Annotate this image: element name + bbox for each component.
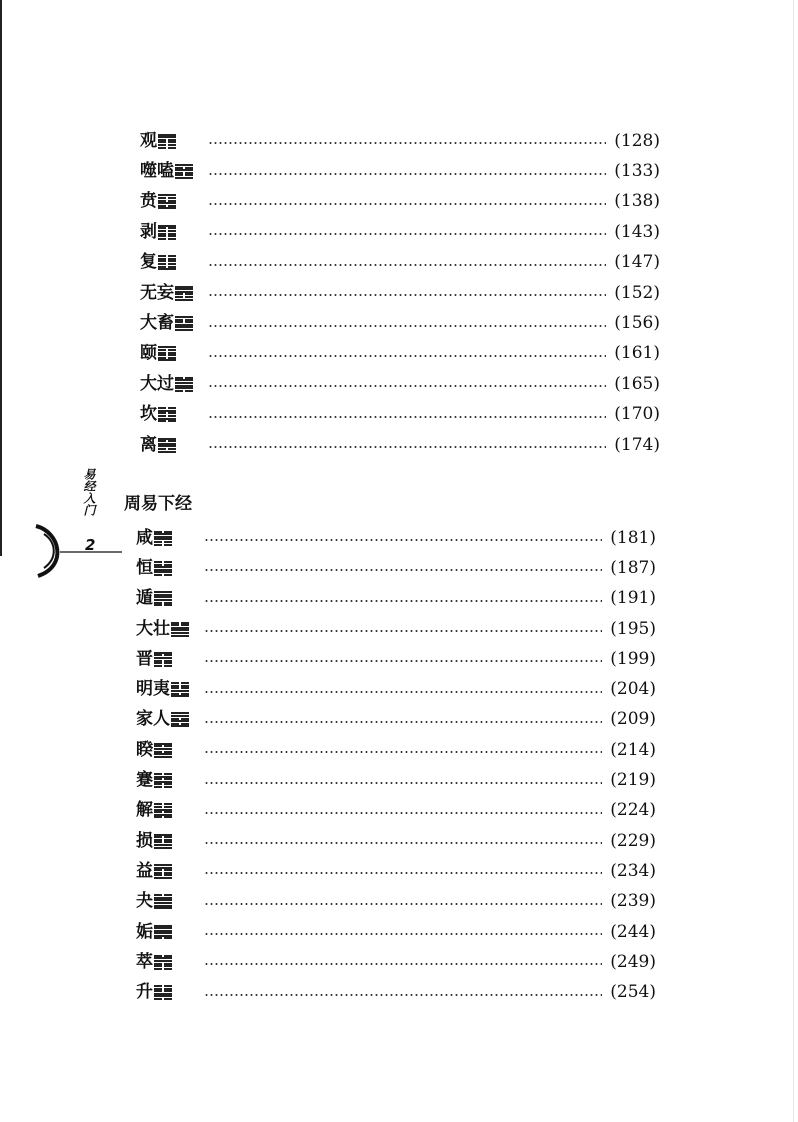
jin-hexagram-icon <box>154 652 172 667</box>
page-ref: (181) <box>610 527 656 548</box>
yang-line <box>154 877 172 879</box>
xie-hexagram-icon <box>154 803 172 818</box>
entry-head <box>136 802 194 819</box>
toc-row[interactable] <box>140 156 660 186</box>
yang-line <box>158 359 176 361</box>
page-ref: (138) <box>614 191 660 212</box>
page-ref: (195) <box>610 618 656 639</box>
yin-line <box>158 238 176 240</box>
leader-dots <box>208 294 606 296</box>
entry-name: 损 <box>136 830 153 851</box>
leader-dots <box>208 385 606 387</box>
guan-hexagram-icon <box>158 134 176 149</box>
entry-head <box>140 221 198 242</box>
entry-name: 剥 <box>140 221 157 242</box>
xian-hexagram-icon <box>154 531 172 546</box>
leader-dots <box>208 355 606 357</box>
leader-dots <box>204 630 602 632</box>
entry-head <box>136 557 194 578</box>
page-ref: (239) <box>610 891 656 912</box>
page-binding-edge <box>0 0 2 556</box>
entry-name: 益 <box>136 860 153 881</box>
jian-hexagram-icon <box>154 773 172 788</box>
toc-row[interactable] <box>136 796 656 826</box>
entry-head <box>140 315 198 332</box>
leader-dots <box>204 721 602 723</box>
leader-dots <box>204 569 602 571</box>
sheng-hexagram-icon <box>154 985 172 1000</box>
toc-row[interactable] <box>140 430 660 460</box>
jiaren-hexagram-icon <box>171 712 189 727</box>
page-ref: (249) <box>610 951 656 972</box>
entry-name: 夬 <box>136 891 153 912</box>
entry-head <box>140 373 198 394</box>
leader-dots <box>204 751 602 753</box>
yang-line <box>175 329 193 331</box>
yin-line <box>154 998 172 1000</box>
yang-line <box>158 268 176 270</box>
entry-head <box>136 772 194 789</box>
leader-dots <box>204 782 602 784</box>
toc-row[interactable] <box>136 947 656 977</box>
leader-dots <box>204 963 602 965</box>
page-ref: (254) <box>610 982 656 1003</box>
page-ref: (133) <box>614 161 660 182</box>
toc-row[interactable] <box>136 856 656 886</box>
heng-hexagram-icon <box>154 561 172 576</box>
entry-name: 恒 <box>136 557 153 578</box>
yang-line <box>158 207 176 209</box>
toc-row[interactable] <box>140 369 660 399</box>
yi2-hexagram-icon <box>154 864 172 879</box>
yi-hexagram-icon <box>158 346 176 361</box>
folio-ornament <box>30 522 126 578</box>
entry-head <box>136 860 194 881</box>
yin-line <box>175 390 193 392</box>
wuwang-hexagram-icon <box>175 286 193 301</box>
entry-name: 家人 <box>136 709 170 730</box>
toc-row[interactable] <box>140 339 660 369</box>
entry-head <box>136 648 194 669</box>
yang-line <box>175 177 193 179</box>
guai-hexagram-icon <box>154 894 172 909</box>
leader-dots <box>204 812 602 814</box>
fu-hexagram-icon <box>158 255 176 270</box>
entry-name: 大壮 <box>136 618 170 639</box>
toc-row[interactable] <box>136 644 656 674</box>
page-ref: (152) <box>614 282 660 303</box>
entry-name: 姤 <box>136 921 153 942</box>
entry-head <box>136 527 194 548</box>
entry-head <box>136 984 194 1001</box>
toc-row[interactable] <box>136 614 656 644</box>
toc-row[interactable] <box>136 887 656 917</box>
page-ref: (187) <box>610 557 656 578</box>
page-ref: (199) <box>610 648 656 669</box>
yin-line <box>154 574 172 576</box>
toc-row[interactable] <box>140 217 660 247</box>
yang-line <box>154 847 172 849</box>
entry-name: 观 <box>140 130 157 151</box>
entry-name: 坎 <box>140 404 157 425</box>
page-ref: (209) <box>610 709 656 730</box>
entry-name: 晋 <box>136 648 153 669</box>
leader-dots <box>204 600 602 602</box>
yin-line <box>154 937 172 939</box>
leader-dots <box>204 660 602 662</box>
entry-name: 离 <box>140 434 157 455</box>
cui-hexagram-icon <box>154 955 172 970</box>
yang-line <box>171 695 189 697</box>
toc-row[interactable] <box>140 278 660 308</box>
leader-dots <box>208 325 606 327</box>
leader-dots <box>208 233 606 235</box>
toc-row[interactable] <box>136 584 656 614</box>
entry-head <box>140 345 198 362</box>
folio-number: 2 <box>85 536 96 554</box>
yin-line <box>154 786 172 788</box>
page-ref: (204) <box>610 679 656 700</box>
page-ref: (229) <box>610 830 656 851</box>
page-ref: (170) <box>614 404 660 425</box>
yin-line <box>154 604 172 606</box>
toc-row[interactable] <box>140 126 660 156</box>
page-ref: (161) <box>614 343 660 364</box>
entry-name: 大过 <box>140 373 174 394</box>
leader-dots <box>208 203 606 205</box>
shihe-hexagram-icon <box>175 164 193 179</box>
yang-line <box>154 756 172 758</box>
yin-line <box>154 544 172 546</box>
running-head: 易经入门 <box>82 468 96 516</box>
kui-hexagram-icon <box>154 743 172 758</box>
page-ref: (224) <box>610 800 656 821</box>
bi-hexagram-icon <box>158 194 176 209</box>
daguo-hexagram-icon <box>175 377 193 392</box>
leader-dots <box>208 173 606 175</box>
page-ref: (165) <box>614 373 660 394</box>
bo-hexagram-icon <box>158 225 176 240</box>
entry-head <box>140 434 198 455</box>
entry-name: 颐 <box>140 343 157 364</box>
yin-line <box>158 420 176 422</box>
page-ref: (219) <box>610 770 656 791</box>
entry-head <box>140 163 198 180</box>
page-right-edge <box>793 0 794 1122</box>
entry-name: 无妄 <box>140 282 174 303</box>
page-ref: (128) <box>614 130 660 151</box>
leader-dots <box>208 142 606 144</box>
entry-name: 遁 <box>136 588 153 609</box>
yin-line <box>154 665 172 667</box>
toc-row[interactable] <box>140 308 660 338</box>
entry-name: 贲 <box>140 191 157 212</box>
section-title-lower-classic: 周易下经 <box>124 494 192 514</box>
page-ref: (234) <box>610 860 656 881</box>
entry-name: 解 <box>136 800 153 821</box>
sun-hexagram-icon <box>154 834 172 849</box>
toc-row[interactable] <box>136 553 656 583</box>
toc-row[interactable] <box>136 765 656 795</box>
gou-hexagram-icon <box>154 925 172 940</box>
entry-name: 蹇 <box>136 770 153 791</box>
entry-name: 咸 <box>136 527 153 548</box>
entry-name: 升 <box>136 982 153 1003</box>
entry-name: 睽 <box>136 739 153 760</box>
page-ref: (214) <box>610 739 656 760</box>
entry-head <box>136 921 194 942</box>
yang-line <box>158 451 176 453</box>
leader-dots <box>204 539 602 541</box>
entry-head <box>136 681 194 698</box>
toc-row[interactable] <box>140 187 660 217</box>
dazhuang-hexagram-icon <box>171 622 189 637</box>
leader-dots <box>208 446 606 448</box>
page-ref: (244) <box>610 921 656 942</box>
leader-dots <box>204 872 602 874</box>
entry-head <box>136 618 194 639</box>
page-ref: (143) <box>614 221 660 242</box>
leader-dots <box>204 994 602 996</box>
page-ref: (156) <box>614 313 660 334</box>
leader-dots <box>208 416 606 418</box>
mingyi-hexagram-icon <box>171 682 189 697</box>
entry-head <box>140 406 198 423</box>
toc-row[interactable] <box>140 248 660 278</box>
page-ref: (174) <box>614 434 660 455</box>
page-ref: (147) <box>614 252 660 273</box>
entry-head <box>140 282 198 303</box>
toc-row[interactable] <box>136 705 656 735</box>
daxu-hexagram-icon <box>175 316 193 331</box>
yang-line <box>171 635 189 637</box>
yin-line <box>154 816 172 818</box>
yin-line <box>154 968 172 970</box>
yang-line <box>171 725 189 727</box>
toc-row[interactable] <box>136 674 656 704</box>
yang-line <box>154 907 172 909</box>
leader-dots <box>204 933 602 935</box>
leader-dots <box>208 264 606 266</box>
entry-head <box>140 254 198 271</box>
entry-name: 噬嗑 <box>140 161 174 182</box>
entry-name: 萃 <box>136 951 153 972</box>
entry-head <box>136 711 194 728</box>
entry-name: 明夷 <box>136 679 170 700</box>
leader-dots <box>204 691 602 693</box>
leader-dots <box>204 842 602 844</box>
toc-row[interactable] <box>140 400 660 430</box>
li-hexagram-icon <box>158 438 176 453</box>
toc-row[interactable] <box>136 977 656 1007</box>
toc-upper-list <box>140 126 660 460</box>
entry-head <box>136 739 194 760</box>
entry-head <box>140 193 198 210</box>
kan-hexagram-icon <box>158 407 176 422</box>
toc-lower-list <box>136 523 656 1008</box>
yin-line <box>158 147 176 149</box>
entry-name: 复 <box>140 252 157 273</box>
toc-row[interactable] <box>136 826 656 856</box>
entry-head <box>136 893 194 910</box>
page-ref: (191) <box>610 588 656 609</box>
entry-head <box>140 130 198 151</box>
toc-row[interactable] <box>136 917 656 947</box>
entry-name: 大畜 <box>140 313 174 334</box>
toc-row[interactable] <box>136 523 656 553</box>
yang-line <box>175 299 193 301</box>
leader-dots <box>204 903 602 905</box>
entry-head <box>136 951 194 972</box>
entry-head <box>136 830 194 851</box>
entry-head <box>136 590 194 607</box>
dun-hexagram-icon <box>154 591 172 606</box>
toc-row[interactable] <box>136 735 656 765</box>
